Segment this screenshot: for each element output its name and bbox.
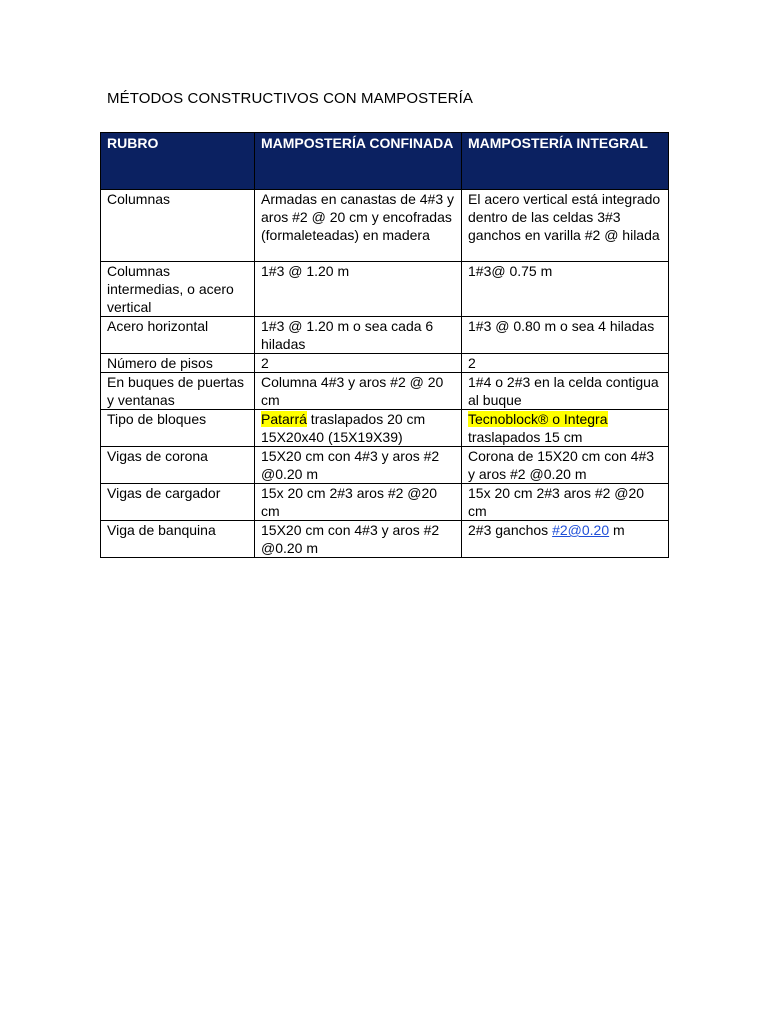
cell-text: 2#3 ganchos <box>468 522 553 538</box>
table-row <box>101 262 669 317</box>
table-row <box>101 521 669 558</box>
cell-integral: 2 <box>462 354 669 373</box>
cell-confinada: 15X20 cm con 4#3 y aros #2 @0.20 m <box>255 447 462 484</box>
cell-integral: 15x 20 cm 2#3 aros #2 @20 cm <box>462 484 669 521</box>
cell-integral: Corona de 15X20 cm con 4#3 y aros #2 @0.20 m <box>462 447 669 484</box>
cell-rubro: Columnas intermedias, o acero vertical <box>101 262 255 317</box>
comparison-table <box>100 132 669 558</box>
cell-confinada: 15x 20 cm 2#3 aros #2 @20 cm <box>255 484 462 521</box>
cell-rubro: Tipo de bloques <box>101 410 255 447</box>
table-header-row <box>101 133 669 190</box>
header-rubro: RUBRO <box>101 133 255 190</box>
spacing-link[interactable]: #2@0.20 <box>552 522 610 538</box>
cell-rubro: Acero horizontal <box>101 317 255 354</box>
cell-rubro: Vigas de corona <box>101 447 255 484</box>
cell-confinada: Armadas en canastas de 4#3 y aros #2 @ 20 cm y encofradas (formaleteadas) en madera <box>255 190 462 262</box>
cell-integral: 1#3 @ 0.80 m o sea 4 hiladas <box>462 317 669 354</box>
cell-integral <box>462 410 669 447</box>
cell-text: traslapados 20 cm 15X20x40 (15X19X39) <box>261 411 426 445</box>
table-row <box>101 317 669 354</box>
table-row <box>101 447 669 484</box>
highlighted-text: Tecnoblock® o Integra <box>468 411 608 427</box>
cell-rubro: Columnas <box>101 190 255 262</box>
cell-integral <box>462 521 669 558</box>
cell-confinada: 1#3 @ 1.20 m o sea cada 6 hiladas <box>255 317 462 354</box>
table-row <box>101 354 669 373</box>
cell-rubro: Viga de banquina <box>101 521 255 558</box>
cell-integral: 1#3@ 0.75 m <box>462 262 669 317</box>
cell-rubro: En buques de puertas y ventanas <box>101 373 255 410</box>
cell-text: m <box>609 522 625 538</box>
highlighted-text: Patarrá <box>261 411 307 427</box>
cell-confinada: 1#3 @ 1.20 m <box>255 262 462 317</box>
cell-confinada <box>255 410 462 447</box>
table-row <box>101 373 669 410</box>
document-title: MÉTODOS CONSTRUCTIVOS CON MAMPOSTERÍA <box>107 90 473 107</box>
table-row <box>101 410 669 447</box>
cell-text: traslapados 15 cm <box>468 429 583 445</box>
cell-confinada: 15X20 cm con 4#3 y aros #2 @0.20 m <box>255 521 462 558</box>
header-integral: MAMPOSTERÍA INTEGRAL <box>462 133 669 190</box>
table-row <box>101 190 669 262</box>
cell-integral: El acero vertical está integrado dentro de las celdas 3#3 ganchos en varilla #2 @ hilada <box>462 190 669 262</box>
cell-rubro: Vigas de cargador <box>101 484 255 521</box>
cell-confinada: 2 <box>255 354 462 373</box>
table-row <box>101 484 669 521</box>
cell-confinada: Columna 4#3 y aros #2 @ 20 cm <box>255 373 462 410</box>
header-confinada: MAMPOSTERÍA CONFINADA <box>255 133 462 190</box>
cell-integral: 1#4 o 2#3 en la celda contigua al buque <box>462 373 669 410</box>
cell-rubro: Número de pisos <box>101 354 255 373</box>
